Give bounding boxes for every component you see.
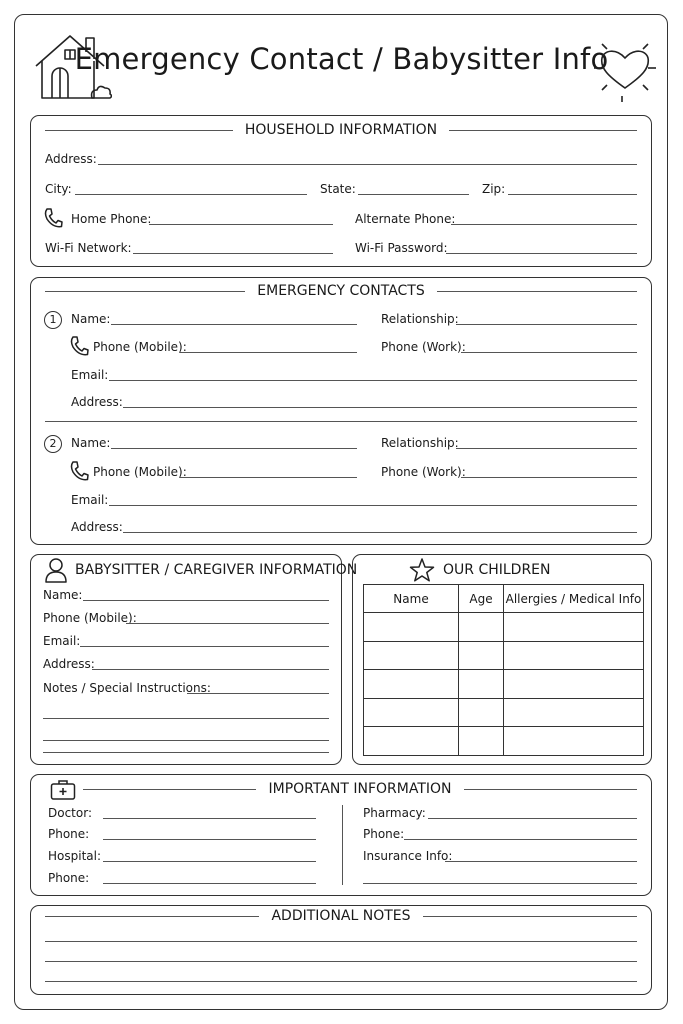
- children-section: [352, 554, 652, 765]
- contact2-address-field[interactable]: [123, 532, 637, 533]
- column-name-header: Name: [364, 585, 459, 613]
- contact1-name-label: Name:: [71, 312, 111, 326]
- contact1-email-field[interactable]: [109, 380, 637, 381]
- column-allergies-header: Allergies / Medical Info: [504, 585, 644, 613]
- contact1-address-line2[interactable]: [45, 421, 637, 422]
- children-table-header: [364, 585, 644, 613]
- doctor-label: Doctor:: [48, 806, 92, 820]
- important-info-section: [30, 774, 652, 896]
- address-label: Address:: [45, 152, 97, 166]
- child-allergies-cell[interactable]: [504, 698, 644, 727]
- child-age-cell[interactable]: [459, 641, 504, 670]
- child-age-cell[interactable]: [459, 613, 504, 642]
- table-row: [364, 698, 644, 727]
- contact1-relationship-field[interactable]: [456, 324, 637, 325]
- table-row: [364, 613, 644, 642]
- state-field[interactable]: [358, 194, 469, 195]
- important-heading: IMPORTANT INFORMATION: [268, 781, 452, 797]
- child-allergies-cell[interactable]: [504, 727, 644, 756]
- doctor-field[interactable]: [103, 818, 316, 819]
- contact1-address-label: Address:: [71, 395, 123, 409]
- state-label: State:: [320, 182, 356, 196]
- person-icon: [44, 557, 68, 583]
- city-label: City:: [45, 182, 72, 196]
- babysitter-mobile-field[interactable]: [126, 623, 329, 624]
- babysitter-notes-line4[interactable]: [43, 752, 329, 753]
- children-table: [363, 584, 644, 756]
- column-age-header: Age: [459, 585, 504, 613]
- babysitter-email-field[interactable]: [80, 646, 329, 647]
- hospital-phone-label: Phone:: [48, 871, 90, 885]
- child-allergies-cell[interactable]: [504, 613, 644, 642]
- heart-icon: [588, 32, 662, 106]
- children-heading: OUR CHILDREN: [443, 562, 551, 578]
- column-divider: [342, 805, 343, 885]
- contact1-address-field[interactable]: [123, 407, 637, 408]
- insurance-field[interactable]: [445, 861, 637, 862]
- household-section: [30, 115, 652, 267]
- hospital-label: Hospital:: [48, 849, 102, 863]
- contact2-relationship-field[interactable]: [456, 448, 637, 449]
- contact1-work-field[interactable]: [461, 352, 637, 353]
- star-icon: [409, 557, 435, 583]
- contact-number-1: 1: [44, 311, 62, 329]
- alternate-phone-field[interactable]: [451, 224, 637, 225]
- contact2-name-field[interactable]: [111, 448, 357, 449]
- babysitter-notes-line2[interactable]: [43, 718, 329, 719]
- table-row: [364, 727, 644, 756]
- babysitter-address-field[interactable]: [92, 669, 329, 670]
- babysitter-mobile-label: Phone (Mobile):: [43, 611, 137, 625]
- notes-line[interactable]: [45, 941, 637, 942]
- child-age-cell[interactable]: [459, 727, 504, 756]
- contact2-work-label: Phone (Work):: [381, 465, 466, 479]
- emergency-contacts-section: [30, 277, 652, 545]
- notes-line[interactable]: [45, 981, 637, 982]
- home-phone-field[interactable]: [149, 224, 333, 225]
- contact2-mobile-label: Phone (Mobile):: [93, 465, 187, 479]
- child-age-cell[interactable]: [459, 698, 504, 727]
- table-row: [364, 670, 644, 699]
- child-name-cell[interactable]: [364, 641, 459, 670]
- pharmacy-phone-label: Phone:: [363, 827, 405, 841]
- child-name-cell[interactable]: [364, 613, 459, 642]
- contact2-relationship-label: Relationship:: [381, 436, 459, 450]
- contact1-email-label: Email:: [71, 368, 109, 382]
- contact2-work-field[interactable]: [461, 477, 637, 478]
- child-name-cell[interactable]: [364, 698, 459, 727]
- contact-number-2: 2: [44, 435, 62, 453]
- contact2-mobile-field[interactable]: [180, 477, 357, 478]
- wifi-password-label: Wi-Fi Password:: [355, 241, 448, 255]
- table-row: [364, 641, 644, 670]
- contact2-email-field[interactable]: [109, 505, 637, 506]
- babysitter-address-label: Address:: [43, 657, 95, 671]
- babysitter-section: [30, 554, 358, 765]
- additional-notes-section: [30, 905, 652, 995]
- zip-field[interactable]: [508, 194, 637, 195]
- babysitter-notes-label: Notes / Special Instructions:: [43, 681, 211, 695]
- babysitter-email-label: Email:: [43, 634, 81, 648]
- child-allergies-cell[interactable]: [504, 641, 644, 670]
- insurance-label: Insurance Info:: [363, 849, 453, 863]
- child-name-cell[interactable]: [364, 670, 459, 699]
- hospital-phone-field[interactable]: [103, 883, 316, 884]
- phone-icon: [43, 207, 63, 229]
- contact1-name-field[interactable]: [111, 324, 357, 325]
- contact2-email-label: Email:: [71, 493, 109, 507]
- hospital-field[interactable]: [103, 861, 316, 862]
- insurance-line2[interactable]: [363, 883, 637, 884]
- alternate-phone-label: Alternate Phone:: [355, 212, 456, 226]
- wifi-network-field[interactable]: [133, 253, 333, 254]
- wifi-password-field[interactable]: [446, 253, 637, 254]
- phone-icon: [69, 460, 89, 482]
- household-heading: HOUSEHOLD INFORMATION: [244, 122, 438, 138]
- babysitter-name-field[interactable]: [83, 600, 329, 601]
- notes-line[interactable]: [45, 961, 637, 962]
- contact1-work-label: Phone (Work):: [381, 340, 466, 354]
- contact1-relationship-label: Relationship:: [381, 312, 459, 326]
- wifi-network-label: Wi-Fi Network:: [45, 241, 132, 255]
- notes-heading: ADDITIONAL NOTES: [271, 908, 411, 924]
- contact1-mobile-field[interactable]: [180, 352, 357, 353]
- doctor-phone-label: Phone:: [48, 827, 90, 841]
- child-name-cell[interactable]: [364, 727, 459, 756]
- city-field[interactable]: [75, 194, 307, 195]
- pharmacy-label: Pharmacy:: [363, 806, 426, 820]
- babysitter-notes-line3[interactable]: [43, 740, 329, 741]
- contact1-mobile-label: Phone (Mobile):: [93, 340, 187, 354]
- zip-label: Zip:: [482, 182, 506, 196]
- child-age-cell[interactable]: [459, 670, 504, 699]
- phone-icon: [69, 335, 89, 357]
- child-allergies-cell[interactable]: [504, 670, 644, 699]
- home-phone-label: Home Phone:: [71, 212, 152, 226]
- babysitter-heading: BABYSITTER / CAREGIVER INFORMATION: [75, 562, 358, 578]
- contact2-address-label: Address:: [71, 520, 123, 534]
- pharmacy-field[interactable]: [428, 818, 637, 819]
- contact2-name-label: Name:: [71, 436, 111, 450]
- pharmacy-phone-field[interactable]: [404, 839, 637, 840]
- babysitter-notes-field[interactable]: [187, 693, 329, 694]
- babysitter-name-label: Name:: [43, 588, 83, 602]
- address-field[interactable]: [98, 164, 637, 165]
- page-title: Emergency Contact / Babysitter Info: [74, 42, 609, 76]
- emergency-heading: EMERGENCY CONTACTS: [257, 283, 425, 299]
- doctor-phone-field[interactable]: [103, 839, 316, 840]
